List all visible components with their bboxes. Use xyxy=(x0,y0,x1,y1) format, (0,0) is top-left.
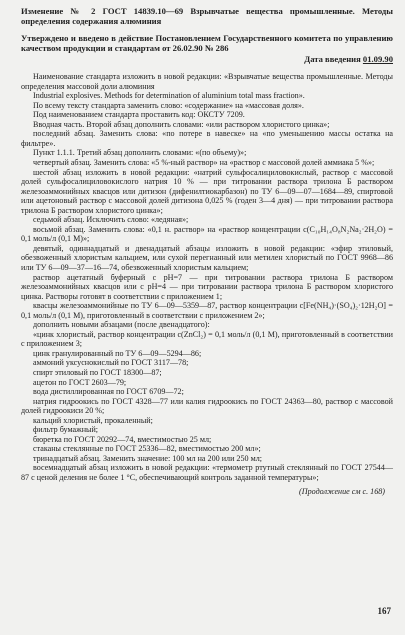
paragraph: спирт этиловый по ГОСТ 18300—87; xyxy=(33,367,162,377)
paragraph: дополнить новыми абзацами (после двенадцатого): xyxy=(33,320,210,330)
document-body xyxy=(21,72,393,496)
paragraph: По всему тексту стандарта заменить слово: «содержание» на «массовая доля». xyxy=(33,100,304,110)
approval-statement: Утверждено и введено в действие Постановлением Государственного комитета по управлению качеством продукции и стандартам от 26.02.90 № 286 xyxy=(21,32,393,54)
paragraph: тринадцатый абзац. Заменить значение: 100 мл на 200 или 250 мл; xyxy=(33,453,262,463)
document-title: Изменение № 2 ГОСТ 14839.10—69 Взрывчатые вещества промышленные. Методы определения содержания алюминия xyxy=(21,6,393,27)
paragraph: девятый, одиннадцатый и двенадцатый абзацы изложить в новой редакции: «эфир этиловый, обезвоженный хлористым кальцием, или сухой перегнанный или метилен хлористый по ГОСТ 9968—86 или ТУ 6—09—37—16—74, обезвоженный хлористым кальцием; xyxy=(21,243,393,272)
paragraph: шестой абзац изложить в новой редакции: «натрий сульфосалициловокислый, раствор с массовой долей сульфосалициловокислого натрия 10 % — при титровании раствора трилона Б раствором железоаммонийных квасцов или дитизон (дифенилтиокарбазон) по ТУ 6—09—07—1684—89, спиртовой или ацетоновый раствор с массовой долей дитизона 0,025 % (годен 3—4 дня) — при титровании раствора трилона Б раствором хлористого цинка»; xyxy=(21,167,393,215)
paragraph: цинк гранулированный по ТУ 6—09—5294—86; xyxy=(33,348,202,358)
paragraph: натрия гидроокись по ГОСТ 4328—77 или калия гидроокись по ГОСТ 24363—80, раствор с массовой долей гидроокиси 20 %; xyxy=(21,396,393,416)
effective-date xyxy=(21,54,393,64)
paragraph: бюретка по ГОСТ 20292—74, вместимостью 25 мл; xyxy=(33,434,212,444)
paragraph: квасцы железоаммонийные по ТУ 6—09—5359—87, раствор концентрации c[Fe(NH₄)·(SO₄)₂·12H₂O] = 0,1 моль/л (0,1 М), приготовленный в соответствии с приложением 2»; xyxy=(21,301,393,320)
effective-date-label: Дата введения xyxy=(304,53,361,64)
paragraph: фильтр бумажный; xyxy=(33,425,99,435)
paragraph: седьмой абзац. Исключить слово: «ледяная»; xyxy=(33,215,189,225)
page-number: 167 xyxy=(377,606,391,616)
paragraph: кальций хлористый, прокаленный; xyxy=(33,415,153,425)
paragraph: восемнадцатый абзац изложить в новой редакции: «термометр ртутный стеклянный по ГОСТ 27544—87 с ценой деления не более 1 °С, обеспечивающий контроль заданной температуры»; xyxy=(21,463,393,482)
paragraph: последний абзац. Заменить слова: «по потере в навеске» на «по уменьшению массы остатка на фильтре». xyxy=(21,129,393,148)
effective-date-value: 01.09.90 xyxy=(362,53,393,64)
paragraph: восьмой абзац. Заменить слова: «0,1 н. раствор» на «раствор концентрации c(C₁₀H₁₄O₈N₂Na₂·2H₂O) = 0,1 моль/л (0,1 М)»; xyxy=(21,224,393,244)
paragraph: Пункт 1.1.1. Третий абзац дополнить словами: «(по объему)»; xyxy=(33,148,247,158)
paragraph: Вводная часть. Второй абзац дополнить словами: «или раствором хлористого цинка»; xyxy=(33,119,330,129)
paragraph: аммоний уксуснокислый по ГОСТ 3117—78; xyxy=(33,358,189,368)
paragraph: вода дистиллированная по ГОСТ 6709—72; xyxy=(33,387,184,397)
paragraph: раствор ацетатный буферный с pH=7 — при титровании раствора трилона Б раствором железоаммонийных квасцов или с pH=4 — при титровании раствора трилона Б раствором хлористого цинка. Растворы готовят в соответствии с приложением 1; xyxy=(21,272,393,301)
paragraph: «цинк хлористый, раствор концентрации c(ZnCl₂) = 0,1 моль/л (0,1 М), приготовленный в соответствии с приложением 3; xyxy=(21,329,393,349)
paragraph: ацетон по ГОСТ 2603—79; xyxy=(33,377,127,387)
paragraph: Industrial explosives. Methods for determination of aluminium total mass fraction». xyxy=(33,91,305,101)
paragraph: Наименование стандарта изложить в новой редакции: «Взрывчатые вещества промышленные. Методы определения массовой доли алюминия xyxy=(21,72,393,91)
continuation-note: (Продолжение см с. 168) xyxy=(299,486,385,496)
paragraph: четвертый абзац. Заменить слова: «5 %-ный раствор» на «раствор с массовой долей аммиака 5 %»; xyxy=(33,157,375,167)
paragraph: Под наименованием стандарта проставить код: ОКСТУ 7209. xyxy=(33,110,245,120)
paragraph: стаканы стеклянные по ГОСТ 25336—82, вместимостью 200 мл»; xyxy=(33,444,261,454)
